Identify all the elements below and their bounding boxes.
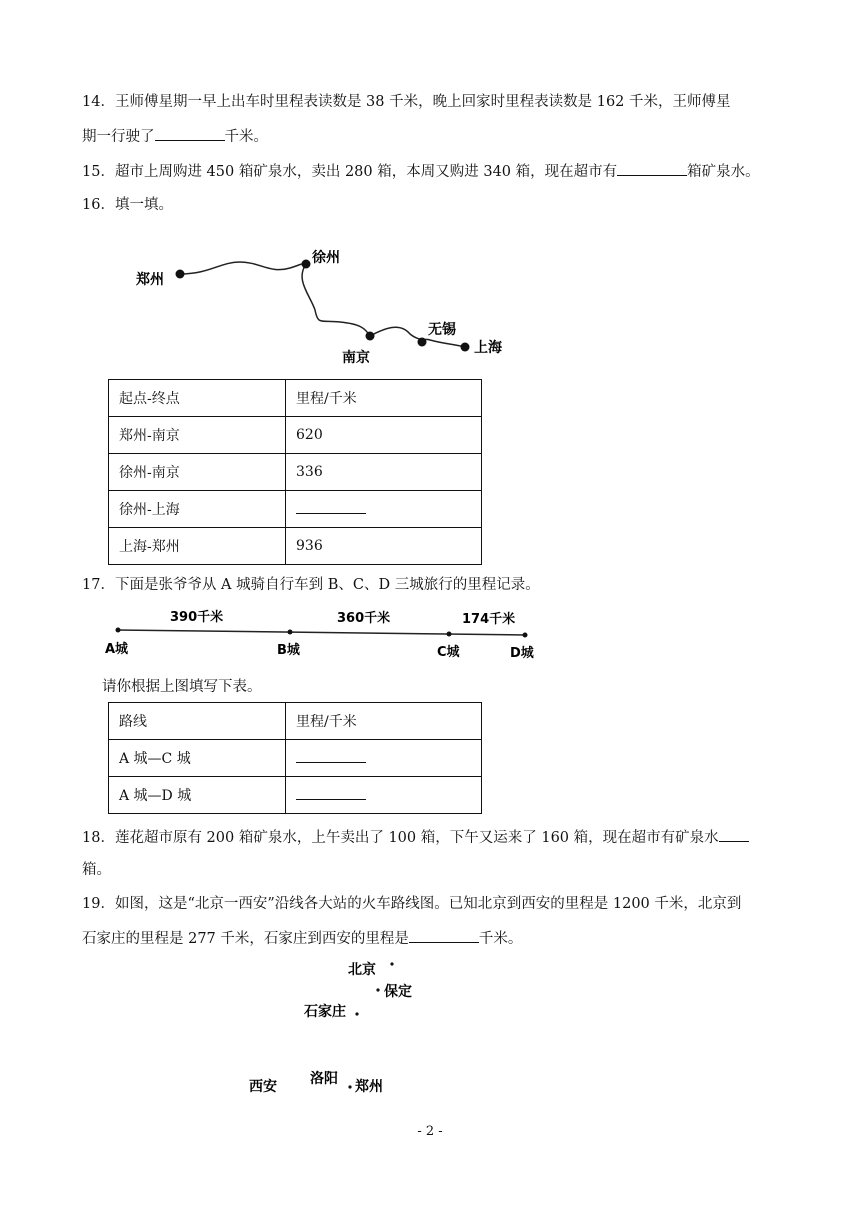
- q16-city-shanghai: 上海: [474, 340, 502, 356]
- q19-dot-zhengzhou: [348, 1085, 351, 1088]
- table-row: [109, 380, 482, 417]
- q16-city-dot-shanghai: [461, 343, 470, 352]
- table-row: [109, 417, 482, 454]
- table-row: [109, 703, 482, 740]
- q16-value-cell: 620: [286, 417, 482, 454]
- q16-title: 16．填一填。: [82, 197, 173, 213]
- q17-point-d: [523, 633, 528, 638]
- q17-city-b: B城: [277, 643, 300, 658]
- q17-trip-diagram: [100, 603, 550, 665]
- q18-text: 18．莲花超市原有 200 箱矿泉水，上午卖出了 100 箱，下午又运来了 160 箱，现在超市有矿泉水: [82, 830, 719, 846]
- q16-table: [108, 379, 482, 565]
- q15-line: [82, 161, 760, 182]
- table-row: [109, 454, 482, 491]
- q17-instruction: 请你根据上图填写下表。: [102, 679, 262, 695]
- q16-value-cell: 336: [286, 454, 482, 491]
- q17-value-cell: [286, 777, 482, 814]
- q19-line2: [82, 928, 522, 949]
- q19-city-shijiazhuang: 石家庄: [304, 1004, 346, 1020]
- q16-route-line: [180, 262, 465, 347]
- q16-value-cell: 936: [286, 528, 482, 565]
- q16-route-map: [120, 240, 520, 370]
- q18-line2: 箱。: [82, 862, 111, 878]
- q17-route-cell: A 城—D 城: [109, 777, 286, 814]
- q19-answer-blank[interactable]: [409, 928, 479, 943]
- table-row: [109, 491, 482, 528]
- q17-segment-cd: 174千米: [462, 612, 516, 627]
- q16-city-dot-wuxi: [418, 338, 427, 347]
- q17-route-cell: A 城—C 城: [109, 740, 286, 777]
- q16-city-dot-nanjing: [366, 332, 375, 341]
- q17-city-a: A城: [105, 642, 129, 657]
- q15-text-pre: 15．超市上周购进 450 箱矿泉水，卖出 280 箱，本周又购进 340 箱，现在超市有: [82, 164, 618, 180]
- q17-trip-line: [118, 630, 525, 635]
- q19-city-beijing: 北京: [348, 962, 376, 978]
- q19-dot-baoding: [376, 988, 379, 991]
- q16-route-cell: 徐州-南京: [109, 454, 286, 491]
- q19-city-xian: 西安: [249, 1079, 277, 1095]
- table-row: [109, 777, 482, 814]
- q17-city-d: D城: [510, 646, 534, 661]
- q19-city-baoding: 保定: [384, 984, 412, 1000]
- q17-point-b: [288, 630, 293, 635]
- table-row: [109, 740, 482, 777]
- q19-rail-map: [240, 955, 440, 1105]
- q19-city-zhengzhou: 郑州: [355, 1079, 383, 1095]
- q17-point-a: [116, 628, 121, 633]
- q16-header-route: 起点-终点: [109, 380, 286, 417]
- q14-text-post: 千米。: [224, 129, 268, 145]
- q16-answer-blank[interactable]: [296, 501, 366, 514]
- table-row: [109, 528, 482, 565]
- q16-city-wuxi: 无锡: [428, 322, 456, 338]
- q14-answer-blank[interactable]: [155, 126, 225, 141]
- q14-line2: [82, 126, 268, 147]
- q19-text-pre: 石家庄的里程是 277 千米，石家庄到西安的里程是: [82, 931, 409, 947]
- q19-city-luoyang: 洛阳: [310, 1071, 338, 1087]
- q17-segment-bc: 360千米: [337, 611, 391, 626]
- q19-dot-shijiazhuang: [355, 1012, 358, 1015]
- q14-line1: 14．王师傅星期一早上出车时里程表读数是 38 千米，晚上回家时里程表读数是 162 千米，王师傅星: [82, 94, 731, 110]
- q19-text-post: 千米。: [478, 931, 523, 947]
- q17-answer-blank-ad[interactable]: [296, 787, 366, 800]
- q17-point-c: [447, 632, 452, 637]
- q17-city-c: C城: [437, 645, 460, 660]
- q18-answer-blank[interactable]: [719, 827, 749, 842]
- q17-segment-ab: 390千米: [170, 610, 224, 625]
- q16-value-cell: [286, 491, 482, 528]
- q15-answer-blank[interactable]: [617, 161, 687, 176]
- q17-value-cell: [286, 740, 482, 777]
- q14-text-pre: 期一行驶了: [82, 129, 155, 145]
- q16-city-dot-xuzhou: [302, 260, 311, 269]
- page-number: - 2 -: [417, 1124, 443, 1139]
- q18-line1: [82, 827, 749, 848]
- q16-city-zhengzhou: 郑州: [136, 272, 164, 288]
- q16-city-dot-zhengzhou: [176, 270, 185, 279]
- q17-title: 17．下面是张爷爷从 A 城骑自行车到 B、C、D 三城旅行的里程记录。: [82, 577, 540, 593]
- q16-route-cell: 郑州-南京: [109, 417, 286, 454]
- q16-city-xuzhou: 徐州: [312, 250, 340, 266]
- q19-line1: 19．如图，这是“北京一西安”沿线各大站的火车路线图。已知北京到西安的里程是 1200 千米，北京到: [82, 896, 742, 912]
- q17-header-distance: 里程/千米: [286, 703, 482, 740]
- q16-route-cell: 上海-郑州: [109, 528, 286, 565]
- q16-city-nanjing: 南京: [342, 350, 370, 366]
- q17-answer-blank-ac[interactable]: [296, 750, 366, 763]
- q17-table: [108, 702, 482, 814]
- q16-route-cell: 徐州-上海: [109, 491, 286, 528]
- q19-dot-beijing: [390, 962, 393, 965]
- q17-header-route: 路线: [109, 703, 286, 740]
- q15-text-post: 箱矿泉水。: [687, 164, 760, 180]
- q16-header-distance: 里程/千米: [286, 380, 482, 417]
